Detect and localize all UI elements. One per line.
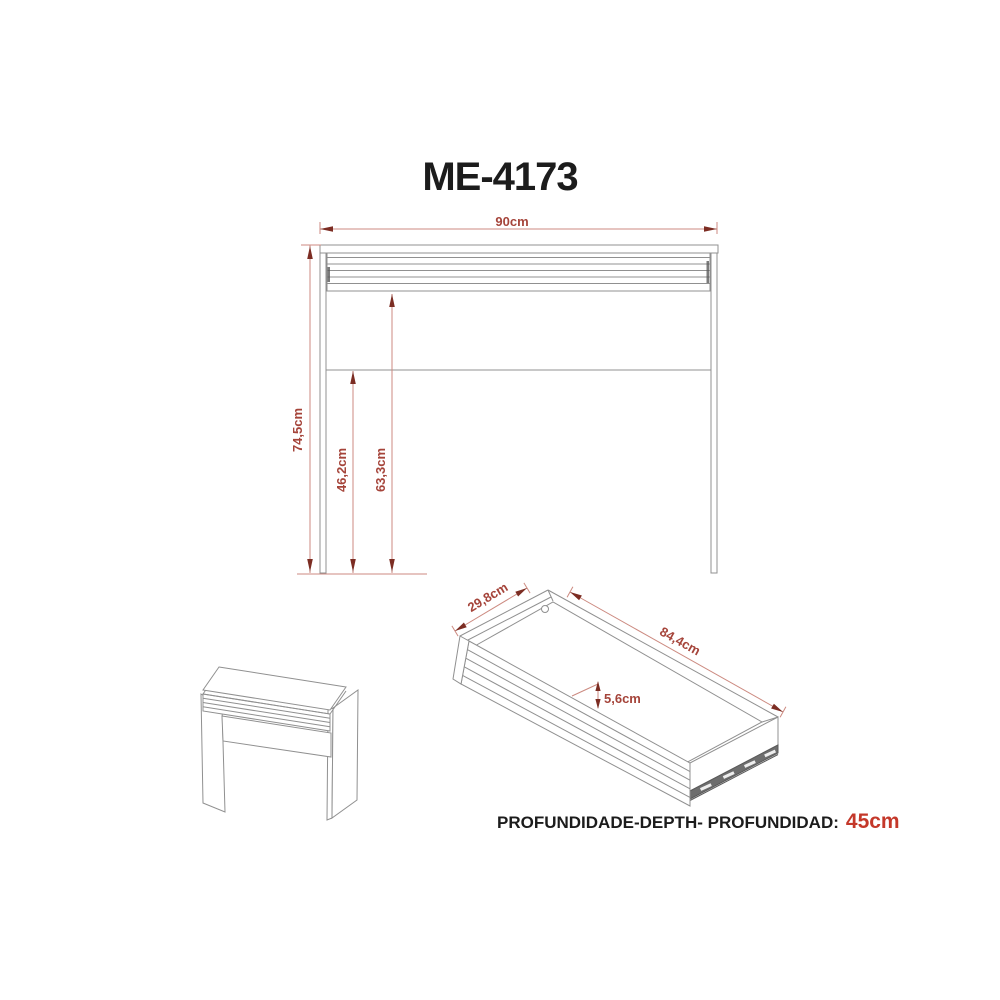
dim-label-width: 90cm bbox=[495, 214, 529, 229]
front-view-right-leg bbox=[711, 253, 717, 573]
product-code-title: ME-4173 bbox=[422, 155, 578, 199]
front-view-slot-shadow-left bbox=[328, 267, 331, 282]
drawer-screw-hole bbox=[542, 606, 549, 613]
dim-label-drawer-inner-height: 5,6cm bbox=[604, 691, 641, 706]
front-view-left-leg bbox=[320, 253, 326, 573]
dim-label-drawer-length: 84,4cm bbox=[657, 623, 704, 659]
desk-thumb-right-panel bbox=[332, 690, 358, 818]
front-view bbox=[320, 245, 718, 573]
front-view-drawer-front bbox=[327, 253, 710, 291]
depth-caption-value: 45cm bbox=[845, 810, 900, 833]
desk-isometric-thumbnail bbox=[201, 667, 358, 820]
front-view-tabletop bbox=[320, 245, 718, 253]
depth-caption-label: PROFUNDIDADE-DEPTH- PROFUNDIDAD: bbox=[497, 813, 839, 832]
dim-label-under-drawer-height: 63,3cm bbox=[373, 447, 388, 493]
dim-label-drawer-depth: 29,8cm bbox=[464, 579, 511, 615]
dim-label-clearance-height: 46,2cm bbox=[334, 447, 349, 493]
depth-caption bbox=[497, 810, 900, 834]
dim-label-height: 74,5cm bbox=[290, 407, 305, 453]
front-view-slot-shadow-right bbox=[707, 261, 710, 283]
